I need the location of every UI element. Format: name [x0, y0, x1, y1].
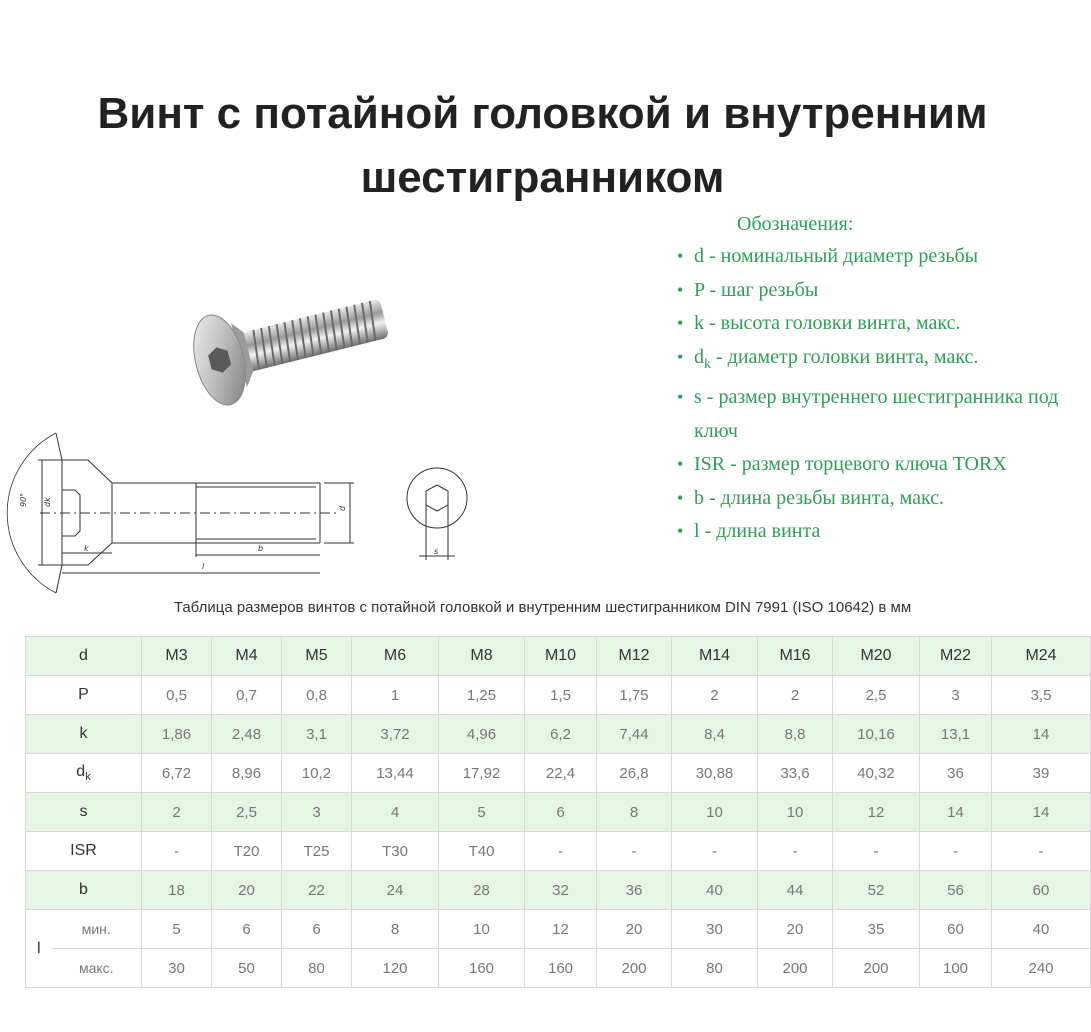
table-cell: 12: [833, 793, 920, 832]
table-cell: 3: [282, 793, 352, 832]
table-cell: 36: [920, 754, 992, 793]
end-view-drawing: [395, 450, 480, 575]
row-header: [26, 793, 142, 832]
table-cell: -: [758, 832, 833, 871]
page-title: [0, 82, 1085, 210]
legend-item: [675, 240, 1080, 274]
table-cell: 50: [212, 949, 282, 988]
table-cell: 12: [525, 910, 597, 949]
table-cell: 13,1: [920, 715, 992, 754]
table-cell: 80: [282, 949, 352, 988]
table-cell: 8: [352, 910, 439, 949]
screw-photo: [178, 280, 398, 410]
legend-symbol: b: [694, 486, 704, 509]
table-cell: 40,32: [833, 754, 920, 793]
table-row: [26, 676, 1091, 715]
table-cell: 14: [992, 793, 1091, 832]
row-header-label: d: [76, 762, 86, 780]
table-cell: 1,86: [142, 715, 212, 754]
table-cell: 6: [525, 793, 597, 832]
table-cell: 0,8: [282, 676, 352, 715]
table-cell: 39: [992, 754, 1091, 793]
row-header-label: d: [79, 647, 88, 664]
table-cell: -: [597, 832, 672, 871]
title-line-1: Винт с потайной головкой и внутренним: [97, 89, 988, 138]
table-cell: 1: [352, 676, 439, 715]
table-cell: 240: [992, 949, 1091, 988]
drawing-label-b: b: [258, 544, 264, 553]
legend-text: - длина винта: [699, 520, 821, 542]
table-cell: 20: [597, 910, 672, 949]
table-cell: 32: [525, 871, 597, 910]
drawing-label-d: d: [338, 505, 347, 511]
legend: [675, 208, 1080, 549]
table-cell: 3,1: [282, 715, 352, 754]
row-header: [26, 754, 142, 793]
table-cell: 1,25: [439, 676, 525, 715]
row-header: [26, 715, 142, 754]
table-cell: 7,44: [597, 715, 672, 754]
table-cell: 200: [758, 949, 833, 988]
table-cell: 2,5: [212, 793, 282, 832]
table-cell: 2,5: [833, 676, 920, 715]
table-row: [26, 637, 1091, 676]
table-cell: 10,16: [833, 715, 920, 754]
table-cell: 1,5: [525, 676, 597, 715]
legend-symbol: P: [694, 278, 705, 301]
table-cell: 0,7: [212, 676, 282, 715]
table-row: [26, 793, 1091, 832]
table-cell: T20: [212, 832, 282, 871]
table-cell: 35: [833, 910, 920, 949]
table-cell: 36: [597, 871, 672, 910]
legend-item: [675, 381, 1080, 448]
drawing-label-angle: 90°: [19, 492, 28, 507]
table-cell: 2: [758, 676, 833, 715]
legend-item: [675, 515, 1080, 549]
table-cell: 5: [142, 910, 212, 949]
table-cell: 22,4: [525, 754, 597, 793]
table-caption: Таблица размеров винтов с потайной головкой и внутренним шестигранником DIN 7991 (ISO 10642) в мм: [173, 599, 912, 616]
table-cell: 5: [439, 793, 525, 832]
table-cell: 3,5: [992, 676, 1091, 715]
legend-text: - размер внутреннего шестигранника под ключ: [694, 386, 1059, 442]
row-header-label: s: [79, 803, 88, 820]
table-cell: 20: [212, 871, 282, 910]
legend-item: [675, 448, 1080, 482]
table-cell: 20: [758, 910, 833, 949]
table-cell: 2,48: [212, 715, 282, 754]
legend-list: [675, 240, 1080, 549]
table-cell: M8: [439, 637, 525, 676]
table-cell: 33,6: [758, 754, 833, 793]
table-cell: 2: [672, 676, 758, 715]
table-cell: 100: [920, 949, 992, 988]
table-cell: 22: [282, 871, 352, 910]
legend-item: [675, 482, 1080, 516]
legend-symbol: k: [694, 312, 704, 334]
legend-text: - диаметр головки винта, макс.: [711, 345, 979, 368]
table-row: [26, 871, 1091, 910]
table-cell: 30: [142, 949, 212, 988]
legend-symbol: s: [694, 386, 702, 408]
table-cell: 10: [672, 793, 758, 832]
table-cell: M6: [352, 637, 439, 676]
row-header: [26, 637, 142, 676]
table-cell: M20: [833, 637, 920, 676]
table-cell: M5: [282, 637, 352, 676]
table-cell: 6: [212, 910, 282, 949]
table-cell: M12: [597, 637, 672, 676]
table-cell: 8,96: [212, 754, 282, 793]
table-cell: 200: [597, 949, 672, 988]
table-cell: 10: [439, 910, 525, 949]
row-header-label: b: [79, 881, 88, 898]
table-cell: M22: [920, 637, 992, 676]
table-cell: M4: [212, 637, 282, 676]
table-cell: 80: [672, 949, 758, 988]
table-cell: 10,2: [282, 754, 352, 793]
table-cell: 160: [525, 949, 597, 988]
sizes-table: [25, 636, 1091, 988]
table-cell: T40: [439, 832, 525, 871]
legend-text: - шаг резьбы: [704, 278, 819, 301]
table-cell: 30: [672, 910, 758, 949]
legend-symbol: ISR: [694, 453, 726, 475]
table-cell: 14: [992, 715, 1091, 754]
table-cell: M10: [525, 637, 597, 676]
table-cell: 56: [920, 871, 992, 910]
table-cell: 6,2: [525, 715, 597, 754]
legend-item: [675, 274, 1080, 308]
table-cell: 24: [352, 871, 439, 910]
table-cell: 4,96: [439, 715, 525, 754]
table-row: [26, 910, 1091, 949]
legend-text: - длина резьбы винта, макс.: [704, 486, 945, 509]
table-cell: M16: [758, 637, 833, 676]
row-header-label: P: [78, 686, 89, 703]
table-cell: M24: [992, 637, 1091, 676]
table-cell: -: [142, 832, 212, 871]
table-cell: T30: [352, 832, 439, 871]
table-cell: 0,5: [142, 676, 212, 715]
row-subheader: макс.: [52, 949, 142, 988]
row-header: [26, 676, 142, 715]
row-header: [26, 871, 142, 910]
row-group-header: l: [26, 910, 52, 988]
table-cell: 1,75: [597, 676, 672, 715]
legend-symbol: l: [694, 520, 700, 542]
table-cell: 160: [439, 949, 525, 988]
table-row: [26, 715, 1091, 754]
table-cell: 28: [439, 871, 525, 910]
table-row: [26, 949, 1091, 988]
table-cell: 18: [142, 871, 212, 910]
row-subheader: мин.: [52, 910, 142, 949]
table-cell: M14: [672, 637, 758, 676]
table-row: [26, 832, 1091, 871]
legend-text: - размер торцевого ключа TORX: [725, 453, 1007, 475]
table-cell: 10: [758, 793, 833, 832]
legend-text: - номинальный диаметр резьбы: [704, 245, 979, 267]
legend-symbol: d: [694, 345, 704, 368]
table-cell: 44: [758, 871, 833, 910]
table-cell: 30,88: [672, 754, 758, 793]
table-cell: 40: [992, 910, 1091, 949]
table-cell: 4: [352, 793, 439, 832]
table-cell: 8: [597, 793, 672, 832]
drawing-label-dk: dk: [43, 497, 52, 507]
legend-item: [675, 341, 1080, 382]
table-cell: -: [920, 832, 992, 871]
table-cell: 3: [920, 676, 992, 715]
table-row: [26, 754, 1091, 793]
drawing-label-l: l: [202, 562, 205, 571]
legend-heading: Обозначения:: [737, 213, 854, 235]
table-cell: 26,8: [597, 754, 672, 793]
row-header-label: k: [79, 725, 88, 742]
row-header: [26, 832, 142, 871]
table-cell: T25: [282, 832, 352, 871]
drawing-label-s: s: [434, 547, 439, 556]
table-cell: 6,72: [142, 754, 212, 793]
table-cell: 2: [142, 793, 212, 832]
table-cell: 8,4: [672, 715, 758, 754]
table-cell: 52: [833, 871, 920, 910]
drawing-label-k: k: [84, 544, 89, 553]
table-cell: 13,44: [352, 754, 439, 793]
table-cell: -: [833, 832, 920, 871]
table-cell: 60: [992, 871, 1091, 910]
table-cell: -: [672, 832, 758, 871]
table-cell: 8,8: [758, 715, 833, 754]
table-cell: 120: [352, 949, 439, 988]
legend-symbol-sub: k: [704, 356, 711, 372]
title-line-2: шестигранником: [360, 153, 725, 202]
table-cell: 6: [282, 910, 352, 949]
table-cell: 17,92: [439, 754, 525, 793]
table-cell: 40: [672, 871, 758, 910]
row-header-sub: k: [85, 771, 91, 784]
table-cell: 60: [920, 910, 992, 949]
table-cell: -: [992, 832, 1091, 871]
table-cell: -: [525, 832, 597, 871]
table-cell: 14: [920, 793, 992, 832]
legend-item: [675, 307, 1080, 341]
row-header-label: ISR: [70, 842, 97, 859]
table-cell: 3,72: [352, 715, 439, 754]
legend-text: - высота головки винта, макс.: [704, 312, 961, 334]
table-cell: M3: [142, 637, 212, 676]
legend-symbol: d: [694, 245, 704, 267]
table-cell: 200: [833, 949, 920, 988]
technical-drawing: [20, 415, 360, 585]
